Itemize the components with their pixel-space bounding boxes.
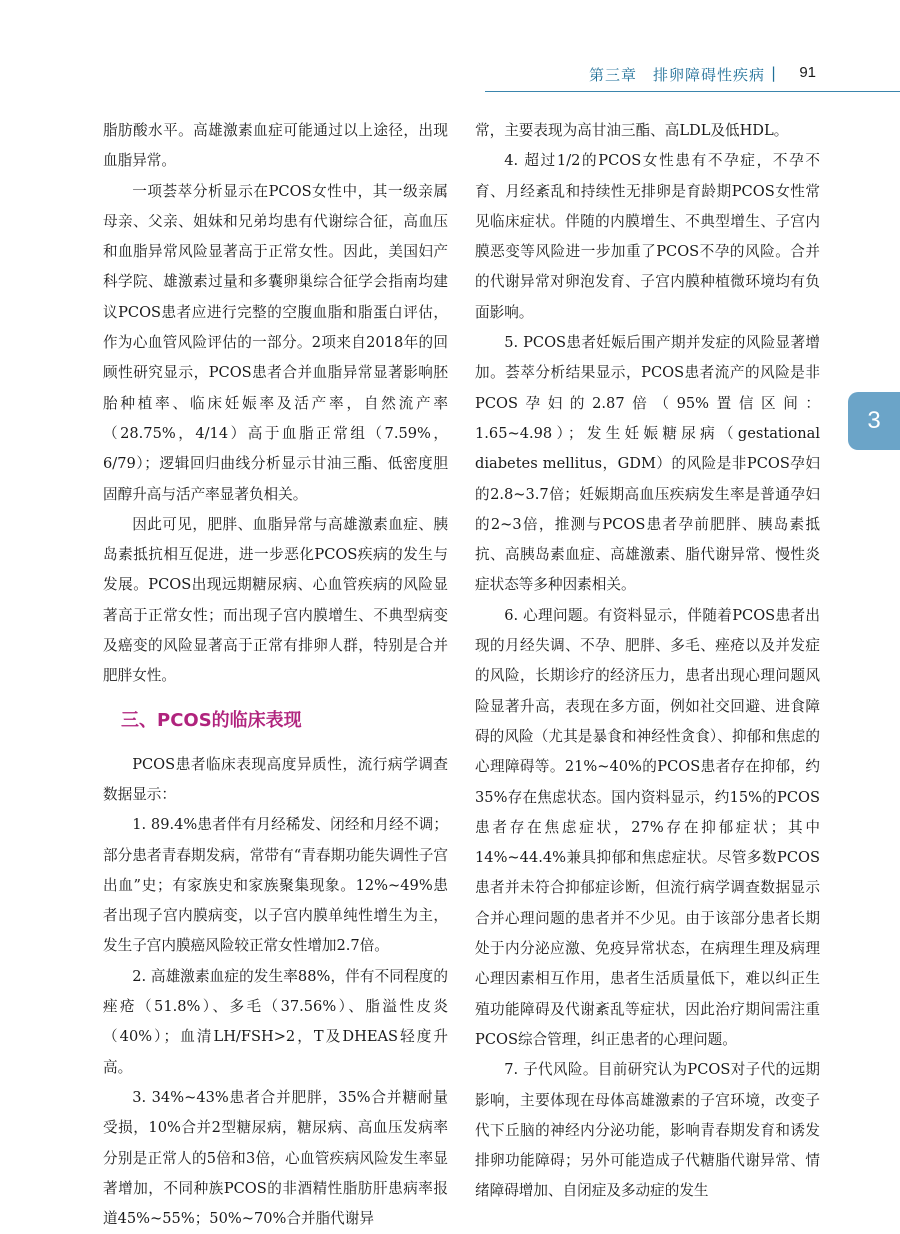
list-item: 1. 89.4%患者伴有月经稀发、闭经和月经不调；部分患者青春期发病，常带有“青春期功能失调性子宫出血”史；有家族史和家族聚集现象。12%~49%患者出现子宫内膜病变，以子宫内膜单纯性增生为主，发生子宫内膜癌风险较正常女性增加2.7倍。 <box>103 816 448 955</box>
running-header <box>0 58 900 88</box>
list-item: 4. 超过1/2的PCOS女性患有不孕症，不孕不育、月经紊乱和持续性无排卵是育龄期PCOS女性常见临床症状。伴随的内膜增生、不典型增生、子宫内膜恶变等风险进一步加重了PCOS不孕的风险。合并的代谢异常对卵泡发育、子宫内膜种植微环境均有负面影响。 <box>475 152 820 321</box>
paragraph: 因此可见，肥胖、血脂异常与高雄激素血症、胰岛素抵抗相互促进，进一步恶化PCOS疾病的发生与发展。PCOS出现远期糖尿病、心血管疾病的风险显著高于正常女性；而出现子宫内膜增生、不典型病变及癌变的风险显著高于正常有排卵人群，特别是合并肥胖女性。 <box>103 515 448 685</box>
list-item: 5. PCOS患者妊娠后围产期并发症的风险显著增加。荟萃分析结果显示，PCOS患者流产的风险是非PCOS孕妇的2.87倍（95%置信区间：1.65~4.98）；发生妊娠糖尿病（gestational diabetes mellitus，GDM）的风险是非PCOS孕妇的2.8~3.7倍；妊娠期高血压疾病发生率是普通孕妇的2~3倍，推测与PCOS患者孕前肥胖、胰岛素抵抗、高胰岛素血症、高雄激素、脂代谢异常、慢性炎症状态等多种因素相关。 <box>475 334 820 594</box>
right-column <box>475 116 820 1207</box>
paragraph: 一项荟萃分析显示在PCOS女性中，其一级亲属母亲、父亲、姐妹和兄弟均患有代谢综合征，高血压和血脂异常风险显著高于正常女性。因此，美国妇产科学院、雄激素过量和多囊卵巢综合征学会指南均建议PCOS患者应进行完整的空腹血脂和脂蛋白评估，作为心血管风险评估的一部分。2项来自2018年的回顾性研究显示，PCOS患者合并血脂异常显著影响胚胎种植率、临床妊娠率及活产率，自然流产率（28.75%，4/14）高于血脂正常组（7.59%，6/79）；逻辑回归曲线分析显示甘油三酯、低密度胆固醇升高与活产率显著负相关。 <box>103 182 448 503</box>
list-item: 2. 高雄激素血症的发生率88%，伴有不同程度的痤疮（51.8%）、多毛（37.56%）、脂溢性皮炎（40%）；血清LH/FSH>2，T及DHEAS轻度升高。 <box>103 967 448 1076</box>
header-separator: | <box>770 64 776 82</box>
section-heading: 三、PCOS的临床表现 <box>121 709 302 731</box>
paragraph: PCOS患者临床表现高度异质性，流行病学调查数据显示： <box>103 755 448 803</box>
paragraph: 常，主要表现为高甘油三酯、高LDL及低HDL。 <box>475 122 789 139</box>
list-item: 6. 心理问题。有资料显示，伴随着PCOS患者出现的月经失调、不孕、肥胖、多毛、痤疮以及并发症的风险，长期诊疗的经济压力，患者出现心理问题风险显著升高，表现在多方面，例如社交回避、进食障碍的风险（尤其是暴食和神经性贪食）、抑郁和焦虑的心理障碍等。21%~40%的PCOS患者存在抑郁，约35%存在焦虑状态。国内资料显示，约15%的PCOS患者存在焦虑症状，27%存在抑郁症状；其中14%~44.4%兼具抑郁和焦虑症状。尽管多数PCOS患者并未符合抑郁症诊断，但流行病学调查数据显示合并心理问题的患者并不少见。由于该部分患者长期处于内分泌应激、免疫异常状态，在病理生理及病理心理因素相互作用，患者生活质量低下，难以纠正生殖功能障碍及代谢紊乱等症状，因此治疗期间需注重PCOS综合管理，纠正患者的心理问题。 <box>475 606 820 1048</box>
page-number: 91 <box>799 64 816 81</box>
left-column <box>103 116 448 1234</box>
paragraph: 脂肪酸水平。高雄激素血症可能通过以上途径，出现血脂异常。 <box>103 122 448 170</box>
list-item: 7. 子代风险。目前研究认为PCOS对子代的远期影响，主要体现在母体高雄激素的子宫环境，改变子代下丘脑的神经内分泌功能，影响青春期发育和诱发排卵功能障碍；另外可能造成子代糖脂代谢异常、情绪障碍增加、自闭症及多动症的发生 <box>475 1061 820 1200</box>
list-item: 3. 34%~43%患者合并肥胖，35%合并糖耐量受损，10%合并2型糖尿病，糖尿病、高血压发病率分别是正常人的5倍和3倍，心血管疾病风险发生率显著增加，不同种族PCOS的非酒精性脂肪肝患病率报道45%~55%；50%~70%合并脂代谢异 <box>103 1088 448 1228</box>
chapter-title: 第三章 排卵障碍性疾病 <box>588 66 765 84</box>
header-rule <box>485 91 900 92</box>
chapter-tab: 3 <box>848 392 900 450</box>
